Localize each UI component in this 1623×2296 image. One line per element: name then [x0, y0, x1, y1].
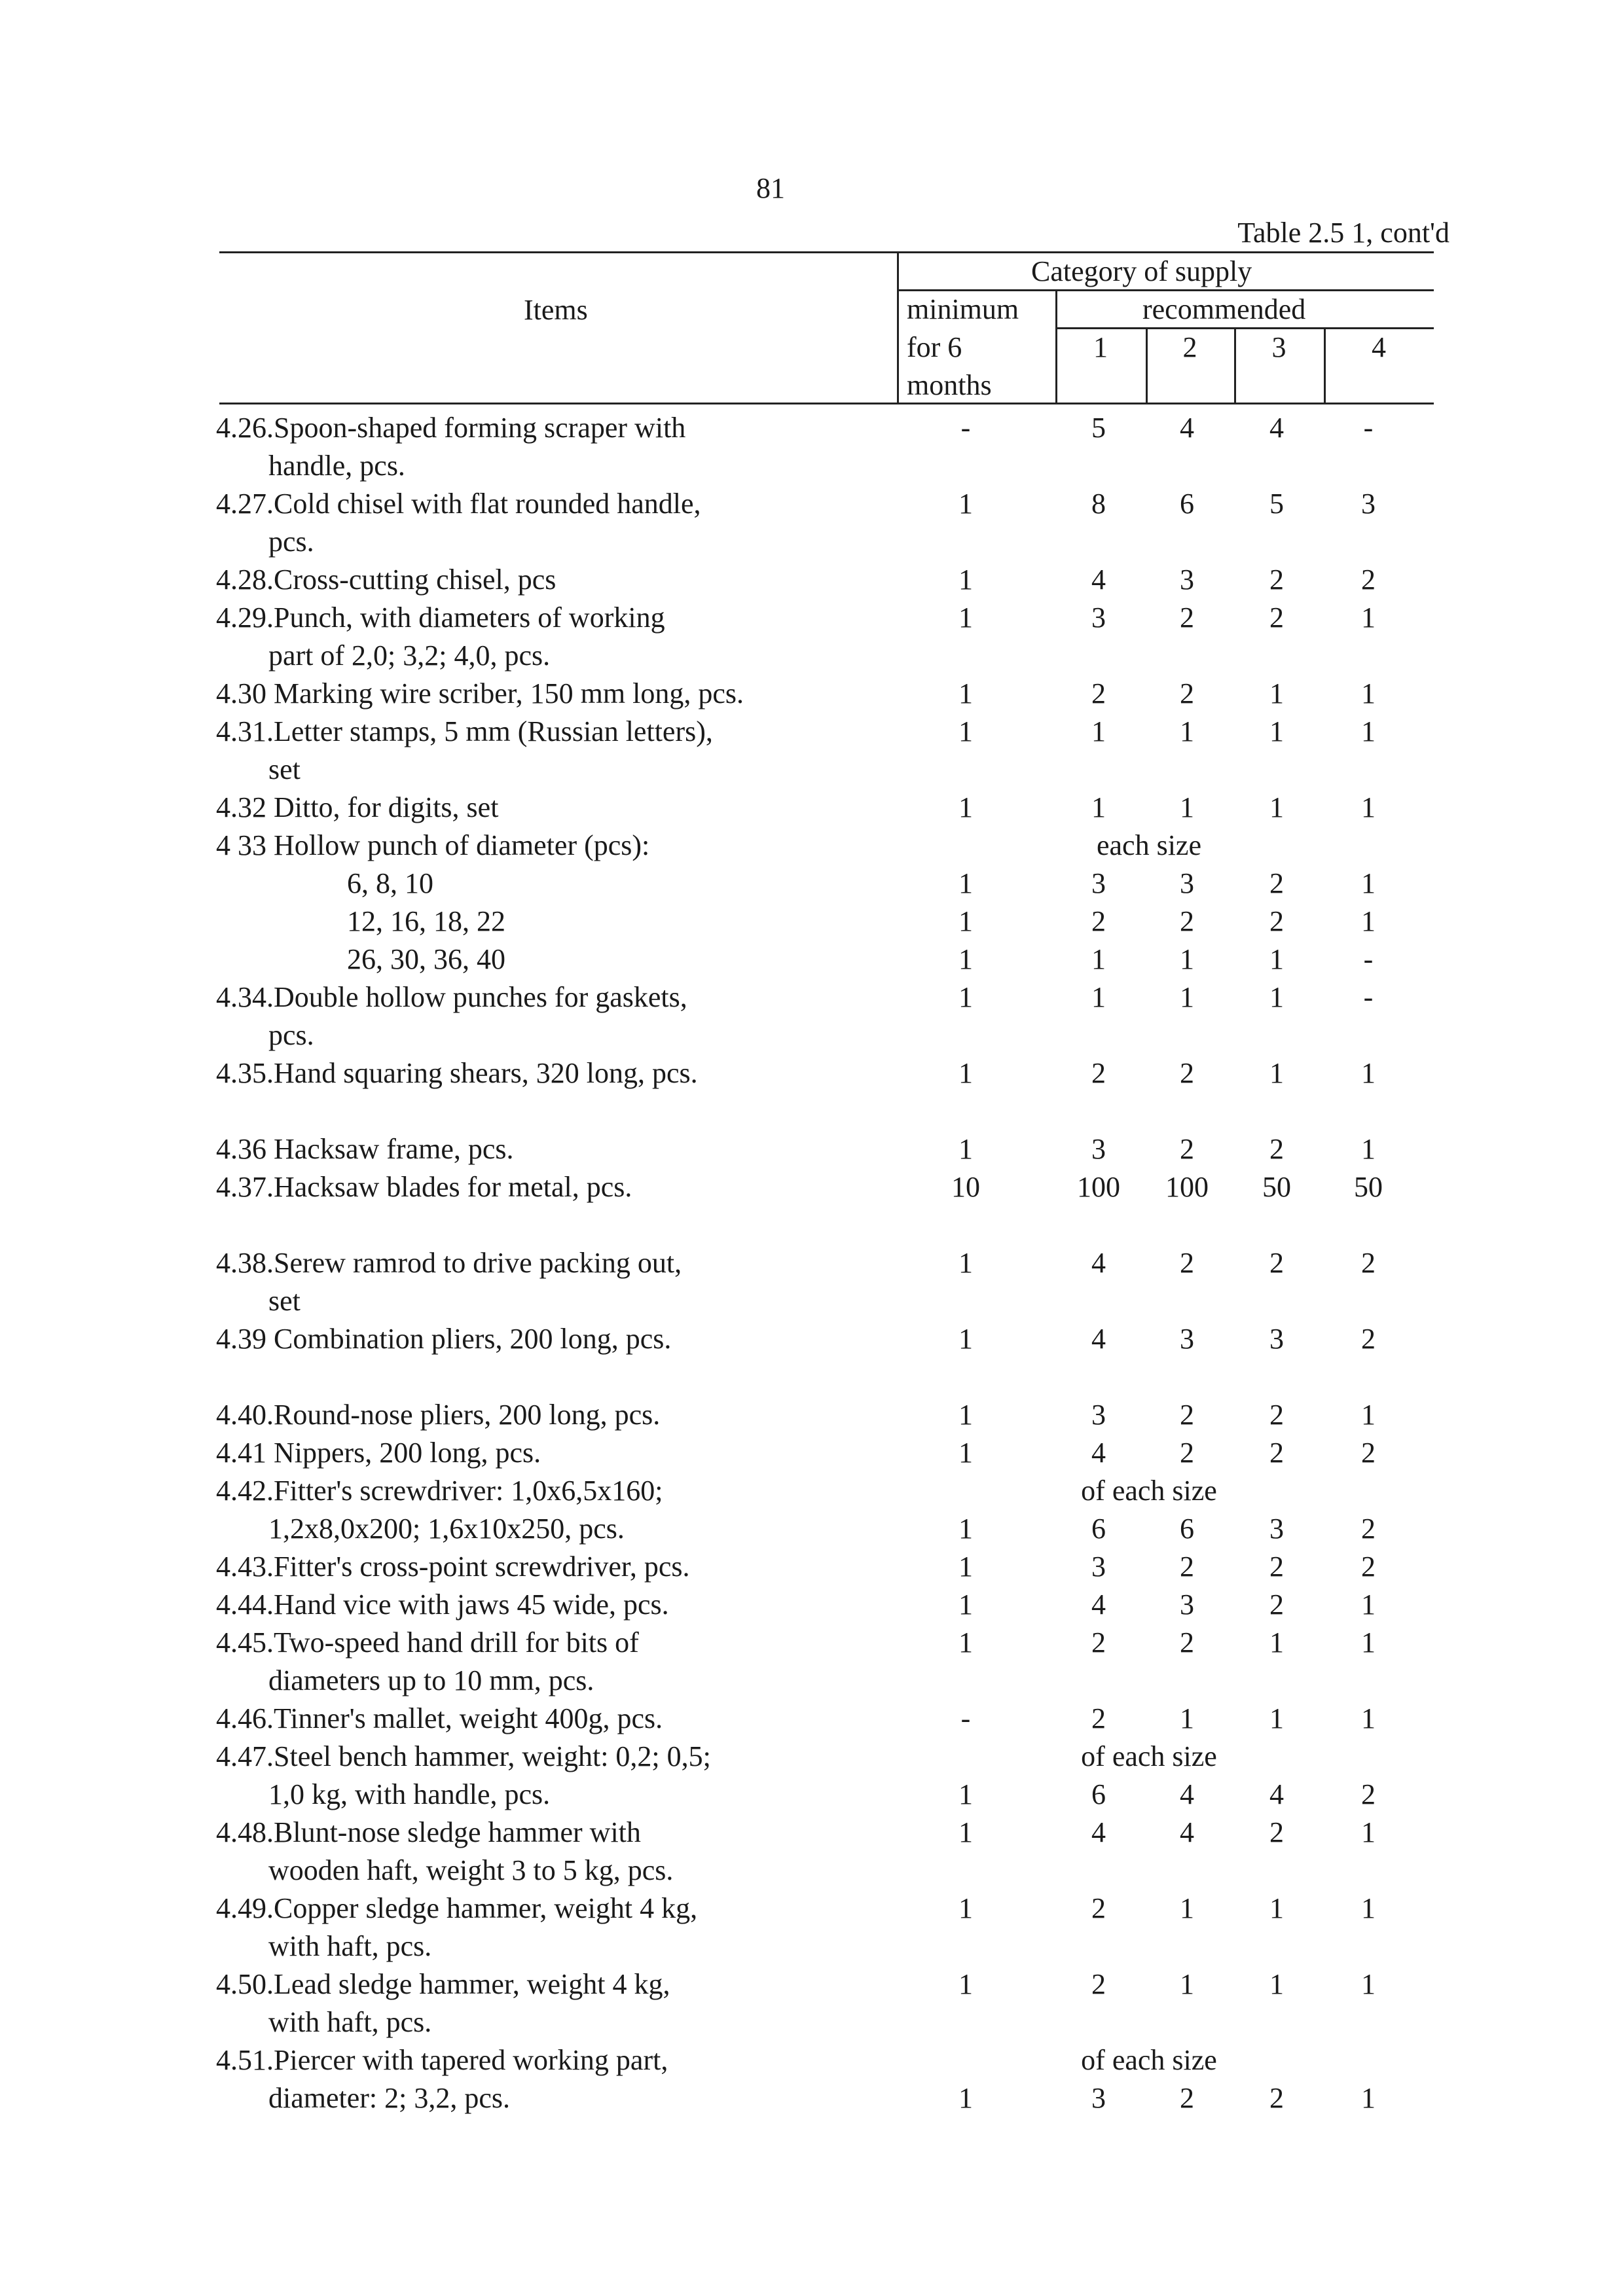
category-2-value: 2 [1180, 1133, 1194, 1165]
category-2-value: 1 [1180, 981, 1194, 1013]
category-3-value: 2 [1269, 1133, 1284, 1165]
category-1-value: 1 [1091, 715, 1106, 747]
table-row-continuation [216, 2079, 1447, 2117]
category-1-value: 4 [1091, 1247, 1106, 1279]
minimum-value: 1 [958, 2082, 973, 2114]
category-3-value: 4 [1269, 1778, 1284, 1810]
minimum-value: 10 [951, 1171, 980, 1203]
category-2-value: 3 [1180, 867, 1194, 899]
category-2-value: 4 [1180, 412, 1194, 444]
minimum-header-line1: minimum [907, 293, 1019, 325]
category-2-value: 2 [1180, 1626, 1194, 1659]
category-4-value: 2 [1361, 1437, 1376, 1469]
category-2-value: 1 [1180, 1702, 1194, 1734]
item-name: 4.29.Punch, with diameters of working [216, 601, 665, 634]
column-header-2: 2 [1182, 331, 1197, 363]
category-1-value: 3 [1091, 1399, 1106, 1431]
items-header: Items [524, 294, 588, 326]
category-4-value: 1 [1361, 601, 1376, 634]
category-3-value: 1 [1269, 1892, 1284, 1924]
category-4-value: 1 [1361, 1892, 1376, 1924]
category-3-value: 50 [1262, 1171, 1291, 1203]
item-name: 6, 8, 10 [347, 867, 433, 899]
minimum-value: 1 [958, 1778, 973, 1810]
category-3-value: 3 [1269, 1513, 1284, 1545]
category-4-value: - [1363, 943, 1374, 975]
each-size-note: of each size [1081, 1740, 1217, 1772]
minimum-value: 1 [958, 601, 973, 634]
table-row-continuation [216, 1852, 1447, 1890]
category-3-value: 1 [1269, 1702, 1284, 1734]
minimum-header-line3: months [907, 369, 992, 401]
category-4-value: 1 [1361, 905, 1376, 937]
category-3-value: 2 [1269, 1588, 1284, 1621]
category-3-value: 2 [1269, 905, 1284, 937]
category-4-value: 1 [1361, 1399, 1376, 1431]
category-4-value: 2 [1361, 1778, 1376, 1810]
category-2-value: 4 [1180, 1816, 1194, 1848]
category-2-value: 4 [1180, 1778, 1194, 1810]
item-name: 4.34.Double hollow punches for gaskets, [216, 981, 687, 1013]
table-row-continuation [216, 865, 1447, 903]
table-row [216, 789, 1447, 827]
minimum-value: 1 [958, 1133, 973, 1165]
table-row [216, 1472, 1447, 1510]
item-name: 4.41 Nippers, 200 long, pcs. [216, 1437, 541, 1469]
category-3-value: 1 [1269, 1626, 1284, 1659]
table-caption: Table 2.5 1, cont'd [1237, 217, 1450, 249]
category-2-value: 1 [1180, 715, 1194, 747]
table-row [216, 1396, 1447, 1434]
item-name: 4.42.Fitter's screwdriver: 1,0x6,5x160; [216, 1475, 663, 1507]
category-3-value: 1 [1269, 791, 1284, 823]
item-name: 4.28.Cross-cutting chisel, pcs [216, 564, 556, 596]
minimum-value: 1 [958, 1551, 973, 1583]
minimum-header-line2: for 6 [907, 331, 962, 363]
item-name: 4.45.Two-speed hand drill for bits of [216, 1626, 639, 1659]
category-2-value: 3 [1180, 564, 1194, 596]
item-name: 4.50.Lead sledge hammer, weight 4 kg, [216, 1968, 670, 2000]
category-2-value: 2 [1180, 905, 1194, 937]
item-name: 4.38.Serew ramrod to drive packing out, [216, 1247, 682, 1279]
item-name: 4.26.Spoon-shaped forming scraper with [216, 412, 686, 444]
column-header-1: 1 [1093, 331, 1108, 363]
category-2-value: 2 [1180, 677, 1194, 709]
category-4-value: 1 [1361, 1702, 1376, 1734]
category-2-value: 3 [1180, 1588, 1194, 1621]
minimum-value: 1 [958, 1437, 973, 1469]
item-name: 4.43.Fitter's cross-point screwdriver, pcs. [216, 1551, 690, 1583]
minimum-value: 1 [958, 1968, 973, 2000]
minimum-value: 1 [958, 867, 973, 899]
category-4-value: 1 [1361, 1626, 1376, 1659]
category-3-value: 4 [1269, 412, 1284, 444]
minimum-value: 1 [958, 981, 973, 1013]
category-1-value: 3 [1091, 601, 1106, 634]
category-1-value: 4 [1091, 1816, 1106, 1848]
category-4-value: 2 [1361, 1323, 1376, 1355]
table-row-continuation [216, 1282, 1447, 1320]
item-name: set [268, 1285, 301, 1317]
item-name: 26, 30, 36, 40 [347, 943, 505, 975]
category-3-value: 2 [1269, 1551, 1284, 1583]
table-row [216, 485, 1447, 523]
category-1-value: 6 [1091, 1778, 1106, 1810]
table-row [216, 1814, 1447, 1852]
item-name: 4.48.Blunt-nose sledge hammer with [216, 1816, 641, 1848]
minimum-value: 1 [958, 488, 973, 520]
table-row-continuation [216, 1510, 1447, 1548]
category-3-value: 1 [1269, 1968, 1284, 2000]
page-number: 81 [756, 172, 785, 204]
table-row [216, 1434, 1447, 1472]
table-row [216, 409, 1447, 447]
recommended-header: recommended [1142, 293, 1306, 325]
category-1-value: 2 [1091, 1702, 1106, 1734]
table-row [216, 713, 1447, 751]
item-name: 4.39 Combination pliers, 200 long, pcs. [216, 1323, 672, 1355]
category-2-value: 3 [1180, 1323, 1194, 1355]
category-1-value: 4 [1091, 1323, 1106, 1355]
item-name: diameter: 2; 3,2, pcs. [268, 2082, 511, 2114]
category-3-value: 2 [1269, 1399, 1284, 1431]
category-1-value: 100 [1077, 1171, 1120, 1203]
item-name: 4.36 Hacksaw frame, pcs. [216, 1133, 514, 1165]
column-header-4: 4 [1372, 331, 1386, 363]
category-4-value: 1 [1361, 677, 1376, 709]
category-4-value: 1 [1361, 1816, 1376, 1848]
category-1-value: 2 [1091, 905, 1106, 937]
category-2-value: 6 [1180, 488, 1194, 520]
minimum-value: 1 [958, 715, 973, 747]
row-spacer [216, 1206, 1447, 1244]
table-row [216, 1054, 1447, 1092]
item-name: 1,0 kg, with handle, pcs. [268, 1778, 551, 1810]
category-2-value: 2 [1180, 1247, 1194, 1279]
category-3-value: 3 [1269, 1323, 1284, 1355]
category-3-value: 2 [1269, 564, 1284, 596]
minimum-value: 1 [958, 1247, 973, 1279]
item-name: 4.31.Letter stamps, 5 mm (Russian letters), [216, 715, 713, 747]
item-name: handle, pcs. [268, 450, 405, 482]
table-row-continuation [216, 523, 1447, 561]
item-name: 4.44.Hand vice with jaws 45 wide, pcs. [216, 1588, 669, 1621]
category-4-value: 1 [1361, 1968, 1376, 2000]
category-4-value: 1 [1361, 791, 1376, 823]
table-row [216, 1168, 1447, 1206]
category-4-value: 2 [1361, 1551, 1376, 1583]
category-3-value: 2 [1269, 601, 1284, 634]
row-spacer [216, 1092, 1447, 1130]
category-1-value: 1 [1091, 943, 1106, 975]
each-size-note: each size [1097, 829, 1201, 861]
category-4-value: - [1363, 412, 1374, 444]
table-row [216, 2041, 1447, 2079]
category-1-value: 8 [1091, 488, 1106, 520]
table-row [216, 1130, 1447, 1168]
category-3-value: 1 [1269, 715, 1284, 747]
table-row [216, 1700, 1447, 1738]
item-name: pcs. [268, 526, 314, 558]
category-1-value: 1 [1091, 981, 1106, 1013]
category-1-value: 4 [1091, 1437, 1106, 1469]
category-3-value: 2 [1269, 1816, 1284, 1848]
minimum-value: 1 [958, 1626, 973, 1659]
item-name: 4.46.Tinner's mallet, weight 400g, pcs. [216, 1702, 663, 1734]
category-2-value: 100 [1165, 1171, 1209, 1203]
category-1-value: 2 [1091, 1892, 1106, 1924]
category-2-value: 1 [1180, 1968, 1194, 2000]
item-name: 4.30 Marking wire scriber, 150 mm long, pcs. [216, 677, 744, 709]
table-row-continuation [216, 1016, 1447, 1054]
table-row [216, 1548, 1447, 1586]
category-4-value: 2 [1361, 564, 1376, 596]
minimum-value: 1 [958, 1057, 973, 1089]
minimum-value: 1 [958, 1513, 973, 1545]
item-name: 4.51.Piercer with tapered working part, [216, 2044, 668, 2076]
table-row [216, 1624, 1447, 1662]
item-name: 4 33 Hollow punch of diameter (pcs): [216, 829, 650, 861]
category-1-value: 1 [1091, 791, 1106, 823]
category-1-value: 4 [1091, 1588, 1106, 1621]
table-row [216, 1738, 1447, 1776]
category-2-value: 1 [1180, 791, 1194, 823]
table-row-continuation [216, 447, 1447, 485]
table-row [216, 1244, 1447, 1282]
table-row [216, 1890, 1447, 1928]
item-name: 12, 16, 18, 22 [347, 905, 505, 937]
category-2-value: 2 [1180, 601, 1194, 634]
table-row-continuation [216, 903, 1447, 941]
table-row-continuation [216, 1928, 1447, 1965]
category-4-value: 1 [1361, 1057, 1376, 1089]
minimum-value: 1 [958, 1892, 973, 1924]
minimum-value: 1 [958, 677, 973, 709]
item-name: with haft, pcs. [268, 2006, 432, 2038]
category-3-value: 2 [1269, 2082, 1284, 2114]
item-name: 4.37.Hacksaw blades for metal, pcs. [216, 1171, 632, 1203]
category-2-value: 1 [1180, 943, 1194, 975]
table-row [216, 978, 1447, 1016]
category-2-value: 6 [1180, 1513, 1194, 1545]
category-3-value: 2 [1269, 1437, 1284, 1469]
category-1-value: 3 [1091, 1133, 1106, 1165]
category-3-value: 2 [1269, 1247, 1284, 1279]
table-row-continuation [216, 1776, 1447, 1814]
header-bottom-rule [219, 403, 1434, 404]
table-row [216, 599, 1447, 637]
category-header: Category of supply [1031, 255, 1252, 287]
category-1-value: 3 [1091, 2082, 1106, 2114]
minimum-value: 1 [958, 1323, 973, 1355]
category-2-value: 2 [1180, 1057, 1194, 1089]
item-name: part of 2,0; 3,2; 4,0, pcs. [268, 639, 551, 672]
category-1-value: 4 [1091, 564, 1106, 596]
minimum-value: 1 [958, 1816, 973, 1848]
item-name: 1,2x8,0x200; 1,6x10x250, pcs. [268, 1513, 625, 1545]
table-row-continuation [216, 2003, 1447, 2041]
table-body [216, 409, 1447, 2117]
category-1-value: 2 [1091, 1057, 1106, 1089]
table-row-continuation [216, 637, 1447, 675]
category-1-value: 2 [1091, 1968, 1106, 2000]
category-1-value: 2 [1091, 677, 1106, 709]
category-4-value: 1 [1361, 2082, 1376, 2114]
item-name: wooden haft, weight 3 to 5 kg, pcs. [268, 1854, 674, 1886]
table-row-continuation [216, 1662, 1447, 1700]
category-2-value: 1 [1180, 1892, 1194, 1924]
category-4-value: - [1363, 981, 1374, 1013]
category-3-value: 1 [1269, 1057, 1284, 1089]
category-3-value: 1 [1269, 677, 1284, 709]
item-name: pcs. [268, 1019, 314, 1051]
minimum-value: 1 [958, 1588, 973, 1621]
item-name: 4.40.Round-nose pliers, 200 long, pcs. [216, 1399, 661, 1431]
item-name: diameters up to 10 mm, pcs. [268, 1664, 594, 1696]
category-3-value: 1 [1269, 981, 1284, 1013]
each-size-note: of each size [1081, 2044, 1217, 2076]
item-name: 4.49.Copper sledge hammer, weight 4 kg, [216, 1892, 698, 1924]
category-2-value: 2 [1180, 1399, 1194, 1431]
category-1-value: 6 [1091, 1513, 1106, 1545]
item-name: with haft, pcs. [268, 1930, 432, 1962]
table-row [216, 827, 1447, 865]
category-4-value: 50 [1354, 1171, 1383, 1203]
item-name: 4.27.Cold chisel with flat rounded handle, [216, 488, 701, 520]
item-name: 4.35.Hand squaring shears, 320 long, pcs. [216, 1057, 698, 1089]
category-1-value: 3 [1091, 1551, 1106, 1583]
category-1-value: 3 [1091, 867, 1106, 899]
category-4-value: 1 [1361, 1133, 1376, 1165]
table-row [216, 1965, 1447, 2003]
minimum-column-rule [897, 251, 899, 403]
minimum-value: 1 [958, 943, 973, 975]
item-name: 4.32 Ditto, for digits, set [216, 791, 499, 823]
each-size-note: of each size [1081, 1475, 1217, 1507]
category-1-value: 2 [1091, 1626, 1106, 1659]
minimum-value: 1 [958, 564, 973, 596]
minimum-value: - [960, 1702, 971, 1734]
category-4-value: 1 [1361, 867, 1376, 899]
category-4-value: 1 [1361, 715, 1376, 747]
column-header-3: 3 [1271, 331, 1286, 363]
table-row [216, 1586, 1447, 1624]
table-row [216, 675, 1447, 713]
category-4-value: 3 [1361, 488, 1376, 520]
minimum-value: 1 [958, 791, 973, 823]
category-3-value: 5 [1269, 488, 1284, 520]
table-row-continuation [216, 751, 1447, 789]
table-row-continuation [216, 941, 1447, 978]
category-1-value: 5 [1091, 412, 1106, 444]
table-row [216, 1320, 1447, 1358]
category-4-value: 2 [1361, 1247, 1376, 1279]
category-4-value: 2 [1361, 1513, 1376, 1545]
item-name: 4.47.Steel bench hammer, weight: 0,2; 0,5; [216, 1740, 711, 1772]
category-3-value: 1 [1269, 943, 1284, 975]
minimum-value: 1 [958, 1399, 973, 1431]
category-2-value: 2 [1180, 2082, 1194, 2114]
item-name: set [268, 753, 301, 785]
category-4-value: 1 [1361, 1588, 1376, 1621]
category-3-value: 2 [1269, 867, 1284, 899]
category-2-value: 2 [1180, 1437, 1194, 1469]
row-spacer [216, 1358, 1447, 1396]
minimum-value: 1 [958, 905, 973, 937]
category-2-value: 2 [1180, 1551, 1194, 1583]
minimum-value: - [960, 412, 971, 444]
table-row [216, 561, 1447, 599]
